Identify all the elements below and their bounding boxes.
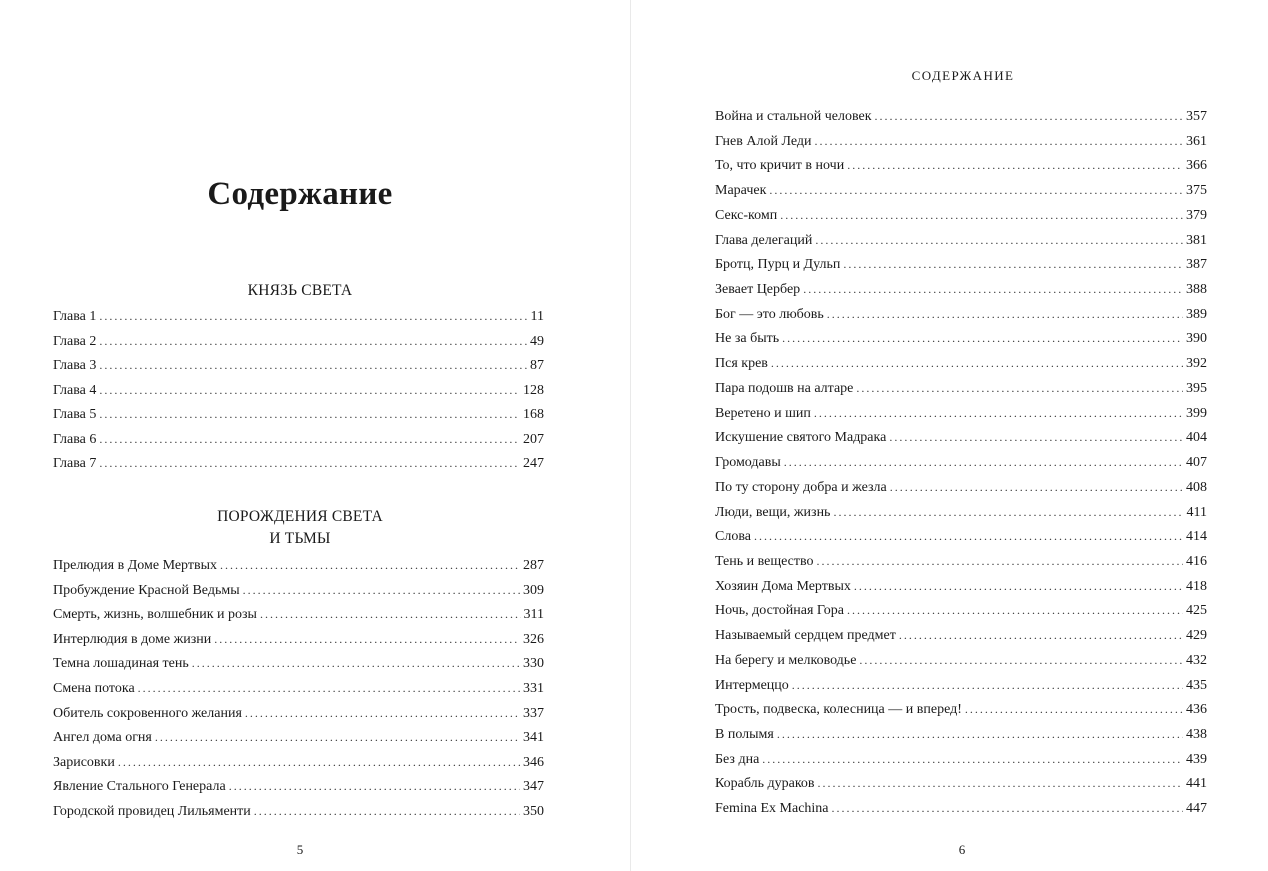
toc-entry — [53, 407, 544, 432]
dot-leader — [245, 706, 520, 721]
toc-entry-page-number: 309 — [523, 582, 544, 598]
dot-leader — [803, 282, 1183, 297]
toc-entry-title: Без дна — [715, 751, 760, 767]
toc-entry-page-number: 207 — [523, 431, 544, 447]
dot-leader — [843, 257, 1183, 272]
toc-entry-page-number: 330 — [523, 656, 544, 672]
toc-list-right — [715, 109, 1207, 826]
toc-entry-title: Веретено и шип — [715, 405, 811, 421]
toc-entry — [715, 776, 1207, 801]
dot-leader — [754, 529, 1183, 544]
toc-list-section1 — [53, 309, 544, 481]
toc-entry — [715, 183, 1207, 208]
toc-entry — [715, 653, 1207, 678]
dot-leader — [762, 752, 1183, 767]
dot-leader — [832, 801, 1183, 816]
toc-entry-page-number: 387 — [1186, 257, 1207, 273]
dot-leader — [780, 208, 1183, 223]
toc-entry-page-number: 429 — [1186, 628, 1207, 644]
toc-entry-title: Зарисовки — [53, 754, 115, 770]
toc-entry — [715, 455, 1207, 480]
toc-entry-page-number: 399 — [1186, 405, 1207, 421]
toc-entry-page-number: 168 — [523, 407, 544, 422]
toc-entry-title: Слова — [715, 529, 751, 545]
toc-entry-page-number: 447 — [1186, 801, 1207, 817]
toc-entry-title: Война и стальной человек — [715, 109, 872, 124]
toc-entry-page-number: 366 — [1186, 158, 1207, 174]
dot-leader — [856, 381, 1183, 396]
dot-leader — [155, 730, 520, 745]
toc-entry-page-number: 350 — [523, 803, 544, 819]
toc-entry-page-number: 247 — [523, 456, 544, 471]
toc-entry-title: Глава 2 — [53, 333, 97, 349]
toc-entry-title: Прелюдия в Доме Мертвых — [53, 558, 218, 573]
toc-entry — [53, 730, 544, 755]
toc-entry — [715, 727, 1207, 752]
toc-entry-page-number: 331 — [523, 680, 544, 696]
section-title-knyaz-sveta: КНЯЗЬ СВЕТА — [247, 282, 353, 299]
toc-entry-page-number: 87 — [530, 358, 544, 373]
dot-leader — [854, 579, 1183, 594]
toc-list-section2 — [53, 558, 544, 829]
toc-entry-title: Зевает Цербер — [715, 282, 801, 298]
toc-entry — [715, 603, 1207, 628]
toc-entry-title: Пся крев — [715, 356, 768, 372]
toc-entry-title: То, что кричит в ночи — [715, 158, 845, 174]
toc-entry-page-number: 439 — [1186, 751, 1207, 767]
toc-entry-title: Секс-комп — [715, 207, 778, 223]
dot-leader — [229, 779, 520, 794]
dot-leader — [859, 653, 1183, 668]
toc-entry-page-number: 388 — [1186, 282, 1207, 298]
dot-leader — [99, 407, 520, 422]
toc-entry — [715, 406, 1207, 431]
dot-leader — [889, 430, 1183, 445]
dot-leader — [254, 804, 520, 819]
toc-entry-page-number: 395 — [1186, 380, 1207, 396]
toc-entry — [715, 529, 1207, 554]
toc-entry — [715, 307, 1207, 332]
toc-entry-title: Глава делегаций — [715, 232, 813, 248]
toc-entry-page-number: 438 — [1186, 726, 1207, 742]
dot-leader — [99, 456, 520, 471]
toc-entry-title: Ангел дома огня — [53, 730, 152, 746]
dot-leader — [833, 505, 1183, 520]
toc-entry-title: Громодавы — [715, 455, 781, 471]
dot-leader — [827, 307, 1183, 322]
right-page — [631, 0, 1268, 871]
toc-entry-title: Смена потока — [53, 680, 135, 696]
toc-entry-title: По ту сторону добра и жезла — [715, 479, 887, 495]
toc-entry-page-number: 408 — [1186, 479, 1207, 495]
toc-entry-title: Трость, подвеска, колесница — и вперед! — [715, 702, 962, 718]
toc-entry-page-number: 416 — [1186, 553, 1207, 569]
toc-entry-page-number: 425 — [1186, 603, 1207, 619]
dot-leader — [192, 656, 520, 671]
toc-entry — [53, 779, 544, 804]
toc-entry — [715, 678, 1207, 703]
toc-entry-page-number: 389 — [1186, 306, 1207, 322]
dot-leader — [777, 727, 1183, 742]
dot-leader — [771, 356, 1183, 371]
toc-entry-page-number: 390 — [1186, 331, 1207, 347]
toc-entry — [715, 702, 1207, 727]
toc-entry-page-number: 411 — [1186, 504, 1207, 520]
toc-entry-title: Называемый сердцем предмет — [715, 628, 896, 644]
toc-entry-page-number: 357 — [1186, 109, 1207, 124]
toc-entry-page-number: 414 — [1186, 529, 1207, 545]
toc-entry-title: Femina Ex Machina — [715, 801, 829, 817]
toc-entry — [715, 158, 1207, 183]
toc-entry — [53, 681, 544, 706]
toc-entry-page-number: 346 — [523, 754, 544, 770]
toc-entry-page-number: 326 — [523, 631, 544, 647]
toc-entry-title: Бротц, Пурц и Дульп — [715, 257, 841, 273]
toc-entry — [53, 456, 544, 481]
toc-entry-title: Пара подошв на алтаре — [715, 380, 854, 396]
toc-entry-title: Глава 1 — [53, 309, 97, 324]
toc-entry — [715, 208, 1207, 233]
toc-entry — [53, 706, 544, 731]
toc-entry-title: Темна лошадиная тень — [53, 656, 189, 672]
toc-entry-title: Интермеццо — [715, 677, 789, 693]
toc-entry-title: Не за быть — [715, 331, 780, 347]
toc-entry-page-number: 379 — [1186, 207, 1207, 223]
dot-leader — [769, 183, 1183, 198]
dot-leader — [814, 406, 1183, 421]
toc-entry-title: Бог — это любовь — [715, 306, 824, 322]
dot-leader — [243, 583, 520, 598]
toc-entry-title: Тень и вещество — [715, 553, 814, 569]
dot-leader — [815, 233, 1183, 248]
toc-entry-page-number: 11 — [530, 309, 544, 324]
dot-leader — [792, 678, 1183, 693]
toc-entry — [53, 383, 544, 408]
toc-entry — [715, 109, 1207, 134]
toc-entry-page-number: 311 — [523, 607, 544, 623]
toc-entry-title: Городской провидец Лильяменти — [53, 803, 251, 819]
toc-entry-title: Явление Стального Генерала — [53, 779, 226, 795]
toc-entry — [715, 752, 1207, 777]
toc-entry-page-number: 392 — [1186, 356, 1207, 372]
toc-entry — [715, 480, 1207, 505]
toc-entry-title: Глава 4 — [53, 382, 97, 398]
toc-entry-page-number: 287 — [523, 558, 544, 573]
toc-entry — [715, 257, 1207, 282]
toc-entry-title: В полымя — [715, 726, 774, 742]
toc-entry — [715, 331, 1207, 356]
dot-leader — [890, 480, 1183, 495]
toc-entry — [715, 554, 1207, 579]
toc-entry-page-number: 404 — [1186, 430, 1207, 446]
toc-entry-title: Корабль дураков — [715, 776, 815, 792]
dot-leader — [817, 554, 1183, 569]
toc-entry — [715, 233, 1207, 258]
toc-entry-page-number: 49 — [530, 333, 544, 349]
toc-entry — [53, 334, 544, 359]
dot-leader — [847, 158, 1183, 173]
toc-entry-title: Искушение святого Мадрака — [715, 430, 887, 446]
dot-leader — [99, 432, 520, 447]
toc-entry-page-number: 418 — [1186, 578, 1207, 594]
toc-entry — [715, 628, 1207, 653]
toc-entry — [53, 607, 544, 632]
dot-leader — [214, 632, 520, 647]
toc-entry-page-number: 375 — [1186, 183, 1207, 199]
toc-entry — [715, 356, 1207, 381]
toc-entry-title: Марачек — [715, 183, 767, 199]
toc-entry — [715, 282, 1207, 307]
toc-entry-title: Глава 7 — [53, 456, 97, 471]
dot-leader — [899, 628, 1183, 643]
toc-entry-title: Смерть, жизнь, волшебник и розы — [53, 607, 257, 623]
toc-entry-page-number: 407 — [1186, 455, 1207, 471]
toc-entry — [53, 804, 544, 829]
toc-entry-title: На берегу и мелководье — [715, 652, 857, 668]
dot-leader — [782, 331, 1183, 346]
page-number-left: 5 — [296, 842, 304, 857]
toc-entry-title: Люди, вещи, жизнь — [715, 504, 831, 520]
dot-leader — [875, 109, 1183, 124]
toc-entry — [53, 358, 544, 383]
toc-entry-page-number: 337 — [523, 705, 544, 721]
toc-entry-page-number: 381 — [1186, 232, 1207, 248]
toc-entry-page-number: 341 — [523, 730, 544, 746]
toc-entry — [53, 309, 544, 334]
toc-entry-title: Обитель сокровенного желания — [53, 705, 242, 721]
dot-leader — [99, 358, 527, 373]
toc-entry-title: Ночь, достойная Гора — [715, 603, 845, 619]
toc-entry — [715, 505, 1207, 530]
dot-leader — [99, 309, 527, 324]
toc-entry — [715, 579, 1207, 604]
toc-entry-title: Глава 6 — [53, 431, 97, 447]
dot-leader — [118, 755, 520, 770]
dot-leader — [220, 558, 520, 573]
toc-entry — [53, 583, 544, 608]
page-number-right: 6 — [958, 842, 966, 857]
toc-entry — [715, 381, 1207, 406]
section-title-porozhdeniya-line1: ПОРОЖДЕНИЯ СВЕТА — [217, 508, 383, 525]
toc-entry-title: Глава 5 — [53, 407, 97, 422]
toc-entry — [53, 656, 544, 681]
main-title: Содержание — [207, 176, 393, 212]
toc-entry — [53, 755, 544, 780]
toc-entry — [715, 801, 1207, 826]
toc-entry-title: Гнев Алой Леди — [715, 133, 812, 149]
toc-entry — [53, 432, 544, 457]
dot-leader — [847, 603, 1183, 618]
toc-entry-title: Глава 3 — [53, 358, 97, 373]
toc-entry — [53, 558, 544, 583]
toc-entry-page-number: 436 — [1186, 702, 1207, 718]
toc-entry-title: Хозяин Дома Мертвых — [715, 578, 851, 594]
toc-entry — [715, 430, 1207, 455]
dot-leader — [784, 455, 1183, 470]
dot-leader — [99, 383, 520, 398]
toc-entry-page-number: 435 — [1186, 677, 1207, 693]
toc-entry-page-number: 128 — [523, 382, 544, 398]
toc-entry — [53, 632, 544, 657]
dot-leader — [260, 607, 521, 622]
toc-entry-title: Интерлюдия в доме жизни — [53, 631, 212, 647]
toc-entry-title: Пробуждение Красной Ведьмы — [53, 582, 240, 598]
section-title-porozhdeniya-line2: И ТЬМЫ — [269, 530, 331, 547]
toc-entry-page-number: 361 — [1186, 133, 1207, 149]
toc-entry-page-number: 441 — [1186, 776, 1207, 792]
toc-entry-page-number: 432 — [1186, 652, 1207, 668]
dot-leader — [965, 702, 1183, 717]
dot-leader — [815, 134, 1183, 149]
toc-entry — [715, 134, 1207, 159]
running-head: СОДЕРЖАНИЕ — [911, 68, 1015, 83]
dot-leader — [818, 776, 1183, 791]
dot-leader — [99, 334, 527, 349]
dot-leader — [138, 681, 520, 696]
toc-entry-page-number: 347 — [523, 779, 544, 795]
left-page — [0, 0, 630, 871]
